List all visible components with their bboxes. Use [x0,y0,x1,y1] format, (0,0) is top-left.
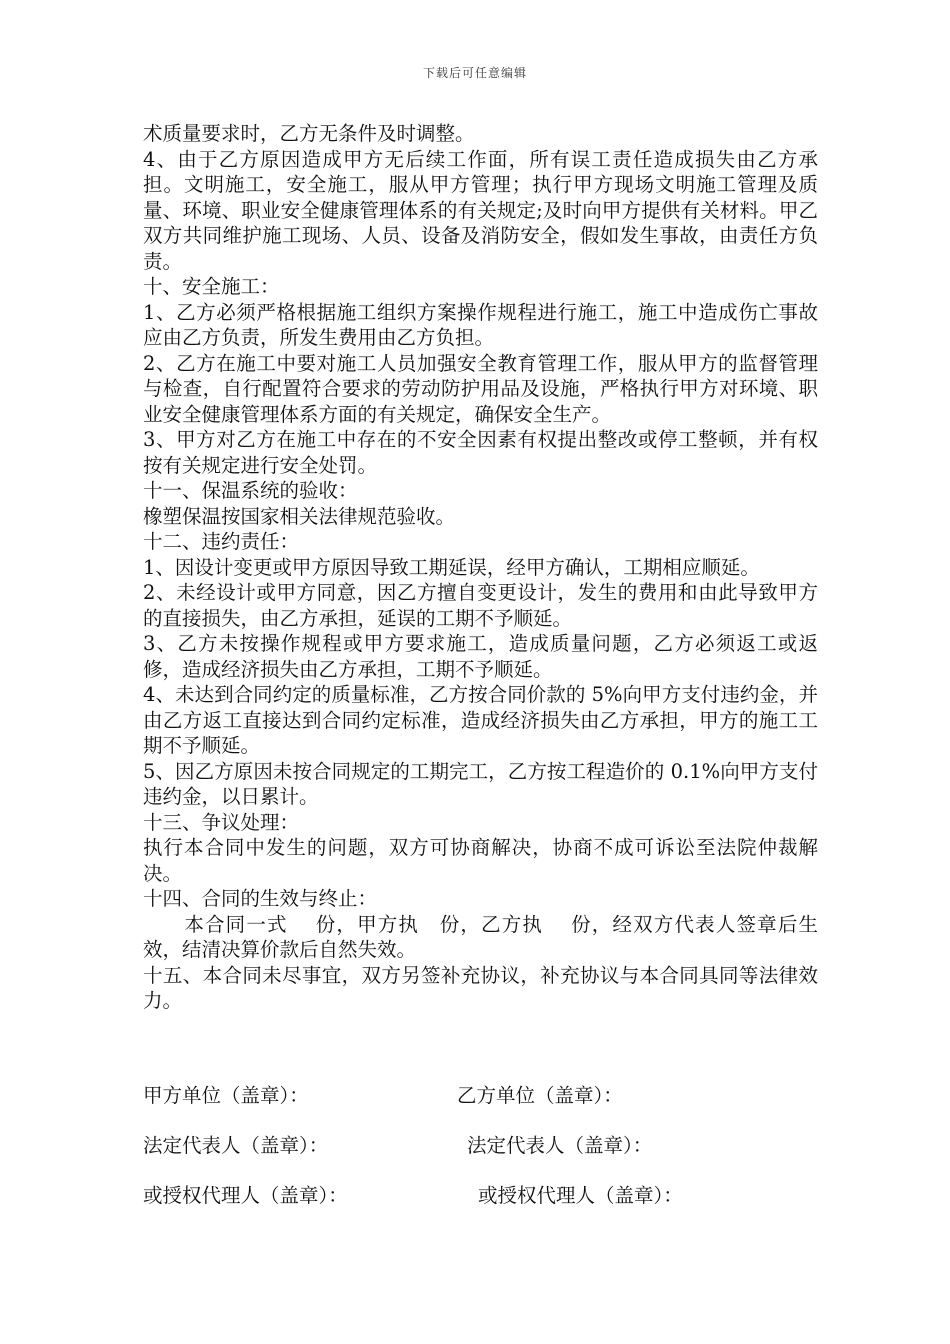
paragraph: 执行本合同中发生的问题，双方可协商解决，协商不成可诉讼至法院仲裁解决。 [143,836,818,885]
section-heading: 十二、违约责任： [143,530,300,553]
party-b-unit-label: 乙方单位（盖章）： [457,1084,623,1107]
party-b-representative-label: 法定代表人（盖章）： [467,1134,653,1157]
paragraph: 橡塑保温按国家相关法律规范验收。 [143,504,456,528]
paragraph: 4、由于乙方原因造成甲方无后续工作面，所有误工责任造成损失由乙方承担。文明施工，安全施工，服从甲方管理；执行甲方现场文明施工管理及质量、环境、职业安全健康管理体系的有关规定;及时向甲方提供有关材料。甲乙双方共同维护施工现场、人员、设备及消防安全，假如发生事故，由责任方负责。 [143,147,818,273]
party-a-unit-label: 甲方单位（盖章）： [143,1084,309,1107]
paragraph: 4、未达到合同约定的质量标准，乙方按合同价款的 5%向甲方支付违约金，并由乙方返工直接达到合同约定标准，造成经济损失由乙方承担，甲方的施工工期不予顺延。 [143,683,818,757]
paragraph: 本合同一式 份，甲方执 份，乙方执 份，经双方代表人签章后生效，结清决算价款后自然失效。 [143,912,818,961]
party-a-agent-label: 或授权代理人（盖章）： [143,1184,348,1207]
party-a-representative-label: 法定代表人（盖章）： [143,1134,329,1157]
paragraph: 术质量要求时，乙方无条件及时调整。 [143,122,475,145]
paragraph: 5、因乙方原因未按合同规定的工期完工，乙方按工程造价的 0.1%向甲方支付违约金，以日累计。 [143,759,818,808]
paragraph: 2、未经设计或甲方同意，因乙方擅自变更设计，发生的费用和由此导致甲方的直接损失，由乙方承担，延误的工期不予顺延。 [143,581,818,630]
paragraph: 3、乙方未按操作规程或甲方要求施工，造成质量问题，乙方必须返工或返修，造成经济损失由乙方承担，工期不予顺延。 [143,632,818,681]
party-b-agent-label: 或授权代理人（盖章）： [478,1184,683,1207]
paragraph: 十五、本合同未尽事宜，双方另签补充协议，补充协议与本合同具同等法律效力。 [143,963,818,1012]
section-heading: 十一、保温系统的验收： [143,479,358,502]
section-heading: 十四、合同的生效与终止： [143,887,378,910]
page-header: 下载后可任意编辑 [422,66,527,80]
paragraph: 3、甲方对乙方在施工中存在的不安全因素有权提出整改或停工整顿，并有权按有关规定进行安全处罚。 [143,428,818,477]
paragraph: 2、乙方在施工中要对施工人员加强安全教育管理工作，服从甲方的监督管理与检查，自行配置符合要求的劳动防护用品及设施，严格执行甲方对环境、职业安全健康管理体系方面的有关规定，确保安全生产。 [143,351,818,426]
paragraph: 1、乙方必须严格根据施工组织方案操作规程进行施工，施工中造成伤亡事故 应由乙方负责，所发生费用由乙方负担。 [143,300,818,349]
section-heading: 十、安全施工： [143,275,280,298]
section-heading: 十三、争议处理： [143,810,300,834]
contract-body [143,121,818,1014]
paragraph: 1、因设计变更或甲方原因导致工期延误，经甲方确认，工期相应顺延。 [143,555,760,579]
